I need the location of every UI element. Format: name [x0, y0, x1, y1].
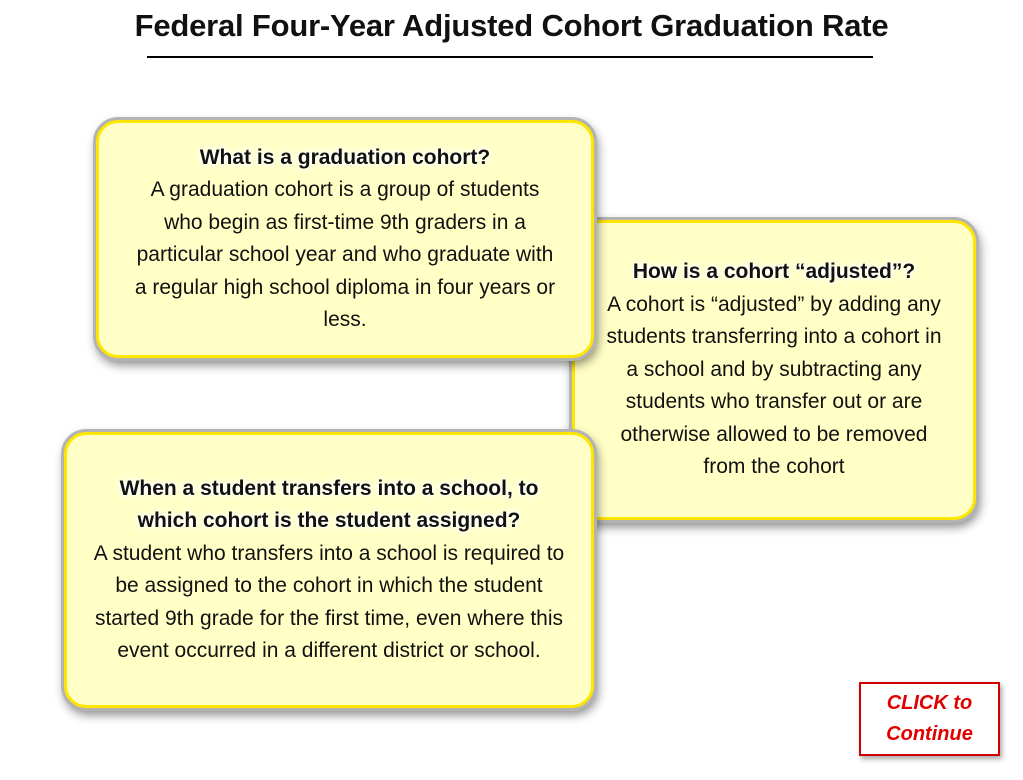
card-question — [89, 473, 569, 538]
transfer-cohort-card — [64, 432, 594, 708]
cohort-adjusted-card — [572, 220, 976, 520]
continue-button-line2: Continue — [886, 723, 973, 745]
card-answer: A student who transfers into a school is required to be assigned to the cohort in which the student started 9th grade for the first time, even where this event occurred in a different district or school. — [93, 541, 565, 662]
card-question — [133, 142, 557, 175]
card-question-text: When a student transfers into a school, to which cohort is the student assigned? — [119, 476, 539, 532]
card-answer: A graduation cohort is a group of students who begin as first-time 9th graders in a particular school year and who graduate with a regular high school diploma in four years or less. — [134, 178, 556, 331]
continue-button-line1: CLICK to — [886, 692, 973, 714]
graduation-cohort-card — [96, 120, 594, 358]
card-question-text: What is a graduation cohort? — [199, 145, 491, 169]
card-question-text: How is a cohort “adjusted”? — [632, 260, 916, 284]
slide-title: Federal Four-Year Adjusted Cohort Graduation Rate — [134, 8, 889, 43]
card-question — [603, 256, 945, 289]
title-underline — [147, 56, 873, 58]
card-answer: A cohort is “adjusted” by adding any students transferring into a cohort in a school and by subtracting any students who transfer out or are otherwise allowed to be removed from the cohort — [606, 292, 942, 479]
click-to-continue-button[interactable] — [859, 682, 1000, 756]
